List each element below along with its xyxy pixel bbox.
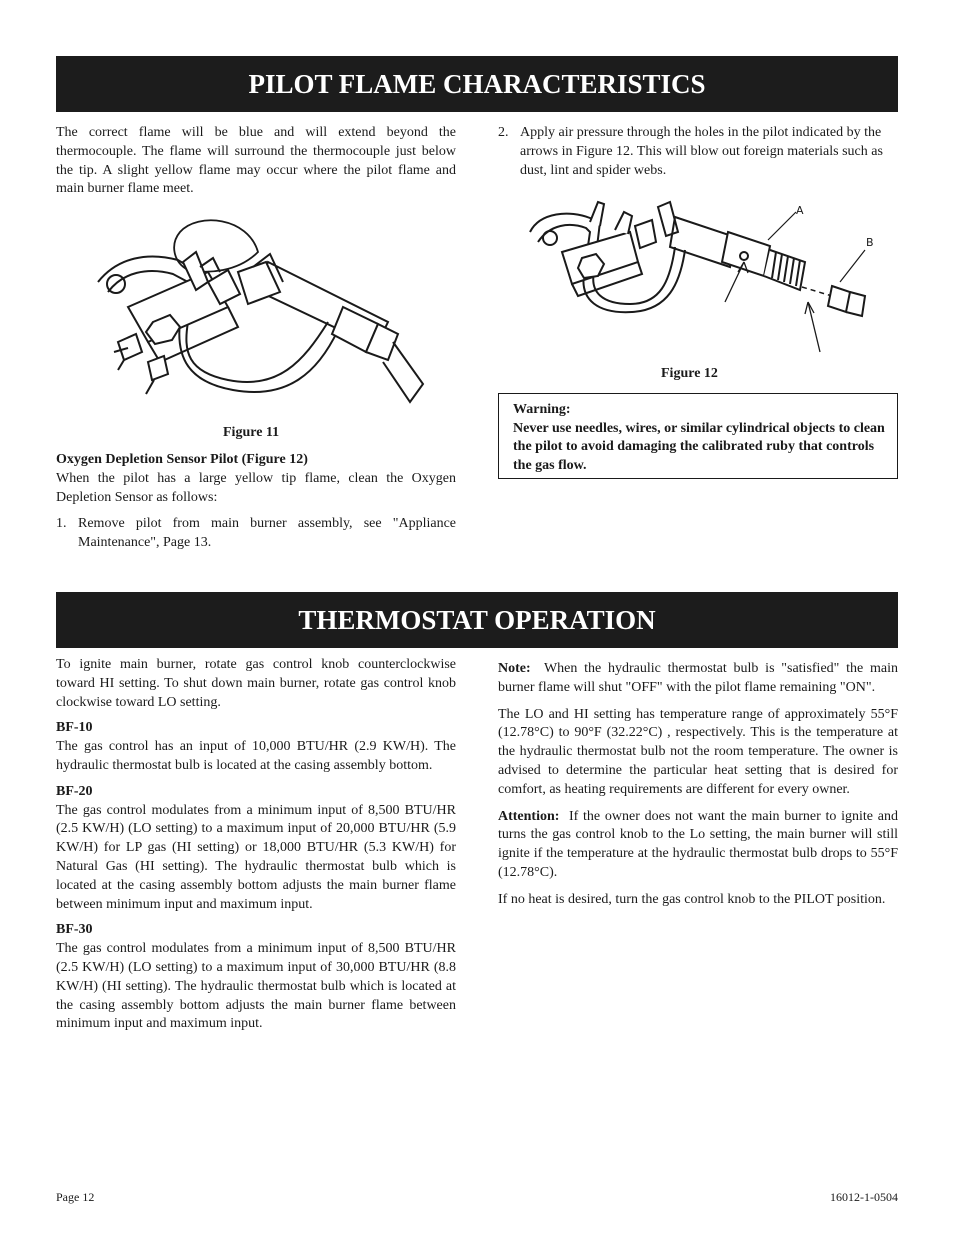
attention-text: If the owner does not want the main burner to ignite and turns the gas control knob to the Lo setting, the main burner will still ignite if the temperature at the hydraulic thermostat bulb drops to 55°F (12.78°C). <box>498 808 898 880</box>
attention-label: Attention: <box>498 808 560 824</box>
thermostat-right-column <box>498 660 898 910</box>
note-paragraph <box>498 660 898 698</box>
figure-12-label-a: A <box>796 204 804 217</box>
figure-11-pilot-illustration <box>88 212 428 412</box>
step-2 <box>498 124 898 180</box>
warning-title: Warning: <box>513 402 571 417</box>
range-text: The LO and HI setting has temperature range of approximately 55°F (12.78°C) to 90°F (32.22°C) , respectively. This is the temperature at the hydraulic thermostat bulb not the room temperature. The owner is advised to determine the particular heat setting that is desired for comfort, as heating requirements are different for every owner. <box>498 706 898 797</box>
ods-text: When the pilot has a large yellow tip flame, clean the Oxygen Depletion Sensor as follows: <box>56 470 456 505</box>
warning-text: Never use needles, wires, or similar cylindrical objects to clean the pilot to avoid damaging the calibrated ruby that controls the gas flow. <box>513 420 885 473</box>
figure-12-pilot-illustration <box>520 192 890 357</box>
bf10-heading: BF-10 <box>56 720 93 736</box>
thermostat-intro: To ignite main burner, rotate gas control knob counterclockwise toward HI setting. To shut down main burner, rotate gas control knob clockwise toward LO setting. <box>56 657 456 710</box>
figure-12-caption: Figure 12 <box>661 366 718 381</box>
note-text: When the hydraulic thermostat bulb is "satisfied" the main burner flame will shut "OFF" with the pilot flame remaining "ON". <box>498 661 899 695</box>
note-label: Note: <box>498 661 531 676</box>
bf30-text: The gas control modulates from a minimum input of 8,500 BTU/HR (2.5 KW/H) (LO setting) to a maximum input of 30,000 BTU/HR (8.8 KW/H) (HI setting). The hydraulic thermostat bulb which is located at the casing assembly bottom adjusts the main burner flame between minimum input and maximum input. <box>56 941 456 1032</box>
step-1-number: 1. <box>56 516 67 532</box>
ods-heading: Oxygen Depletion Sensor Pilot (Figure 12) <box>56 452 308 467</box>
step-1 <box>56 515 456 553</box>
ods-section <box>56 451 456 553</box>
bf10-text: The gas control has an input of 10,000 BTU/HR (2.9 KW/H). The hydraulic thermostat bulb is located at the casing assembly bottom. <box>56 739 456 773</box>
bf20-text: The gas control modulates from a minimum input of 8,500 BTU/HR (2.5 KW/H) (LO setting) to a maximum input of 20,000 BTU/HR (5.9 KW/H) for LP gas (HI setting) or 18,000 BTU/HR (5.3 KW/H) for Natural Gas (HI setting). The hydraulic thermostat bulb which is located at the casing assembly bottom adjusts the main burner flame between minimum input and maximum input. <box>56 802 456 912</box>
figure-11-caption: Figure 11 <box>223 425 280 440</box>
bf30-heading: BF-30 <box>56 922 93 938</box>
document-number: 16012-1-0504 <box>830 1190 898 1204</box>
step-2-text: Apply air pressure through the holes in the pilot indicated by the arrows in Figure 12. This will blow out foreign materials such as dust, lint and spider webs. <box>520 125 883 178</box>
step-1-text: Remove pilot from main burner assembly, see "Appliance Maintenance", Page 13. <box>78 516 456 551</box>
figure-12-label-b: B <box>866 236 874 249</box>
step-2-number: 2. <box>498 125 509 140</box>
no-heat-text: If no heat is desired, turn the gas control knob to the PILOT position. <box>498 891 886 907</box>
section-title-thermostat: THERMOSTAT OPERATION <box>56 592 898 648</box>
warning-box <box>498 393 898 479</box>
thermostat-left-column <box>56 656 456 1034</box>
bf20-heading: BF-20 <box>56 783 93 799</box>
page-number: Page 12 <box>56 1190 95 1204</box>
attention-paragraph <box>498 808 898 883</box>
section-title-pilot-flame: PILOT FLAME CHARACTERISTICS <box>56 56 898 112</box>
pilot-flame-intro: The correct flame will be blue and will extend beyond the thermocouple. The flame will surround the thermocouple just below the tip. A slight yellow flame may occur where the pilot flame and main burner flame meet. <box>56 125 456 197</box>
